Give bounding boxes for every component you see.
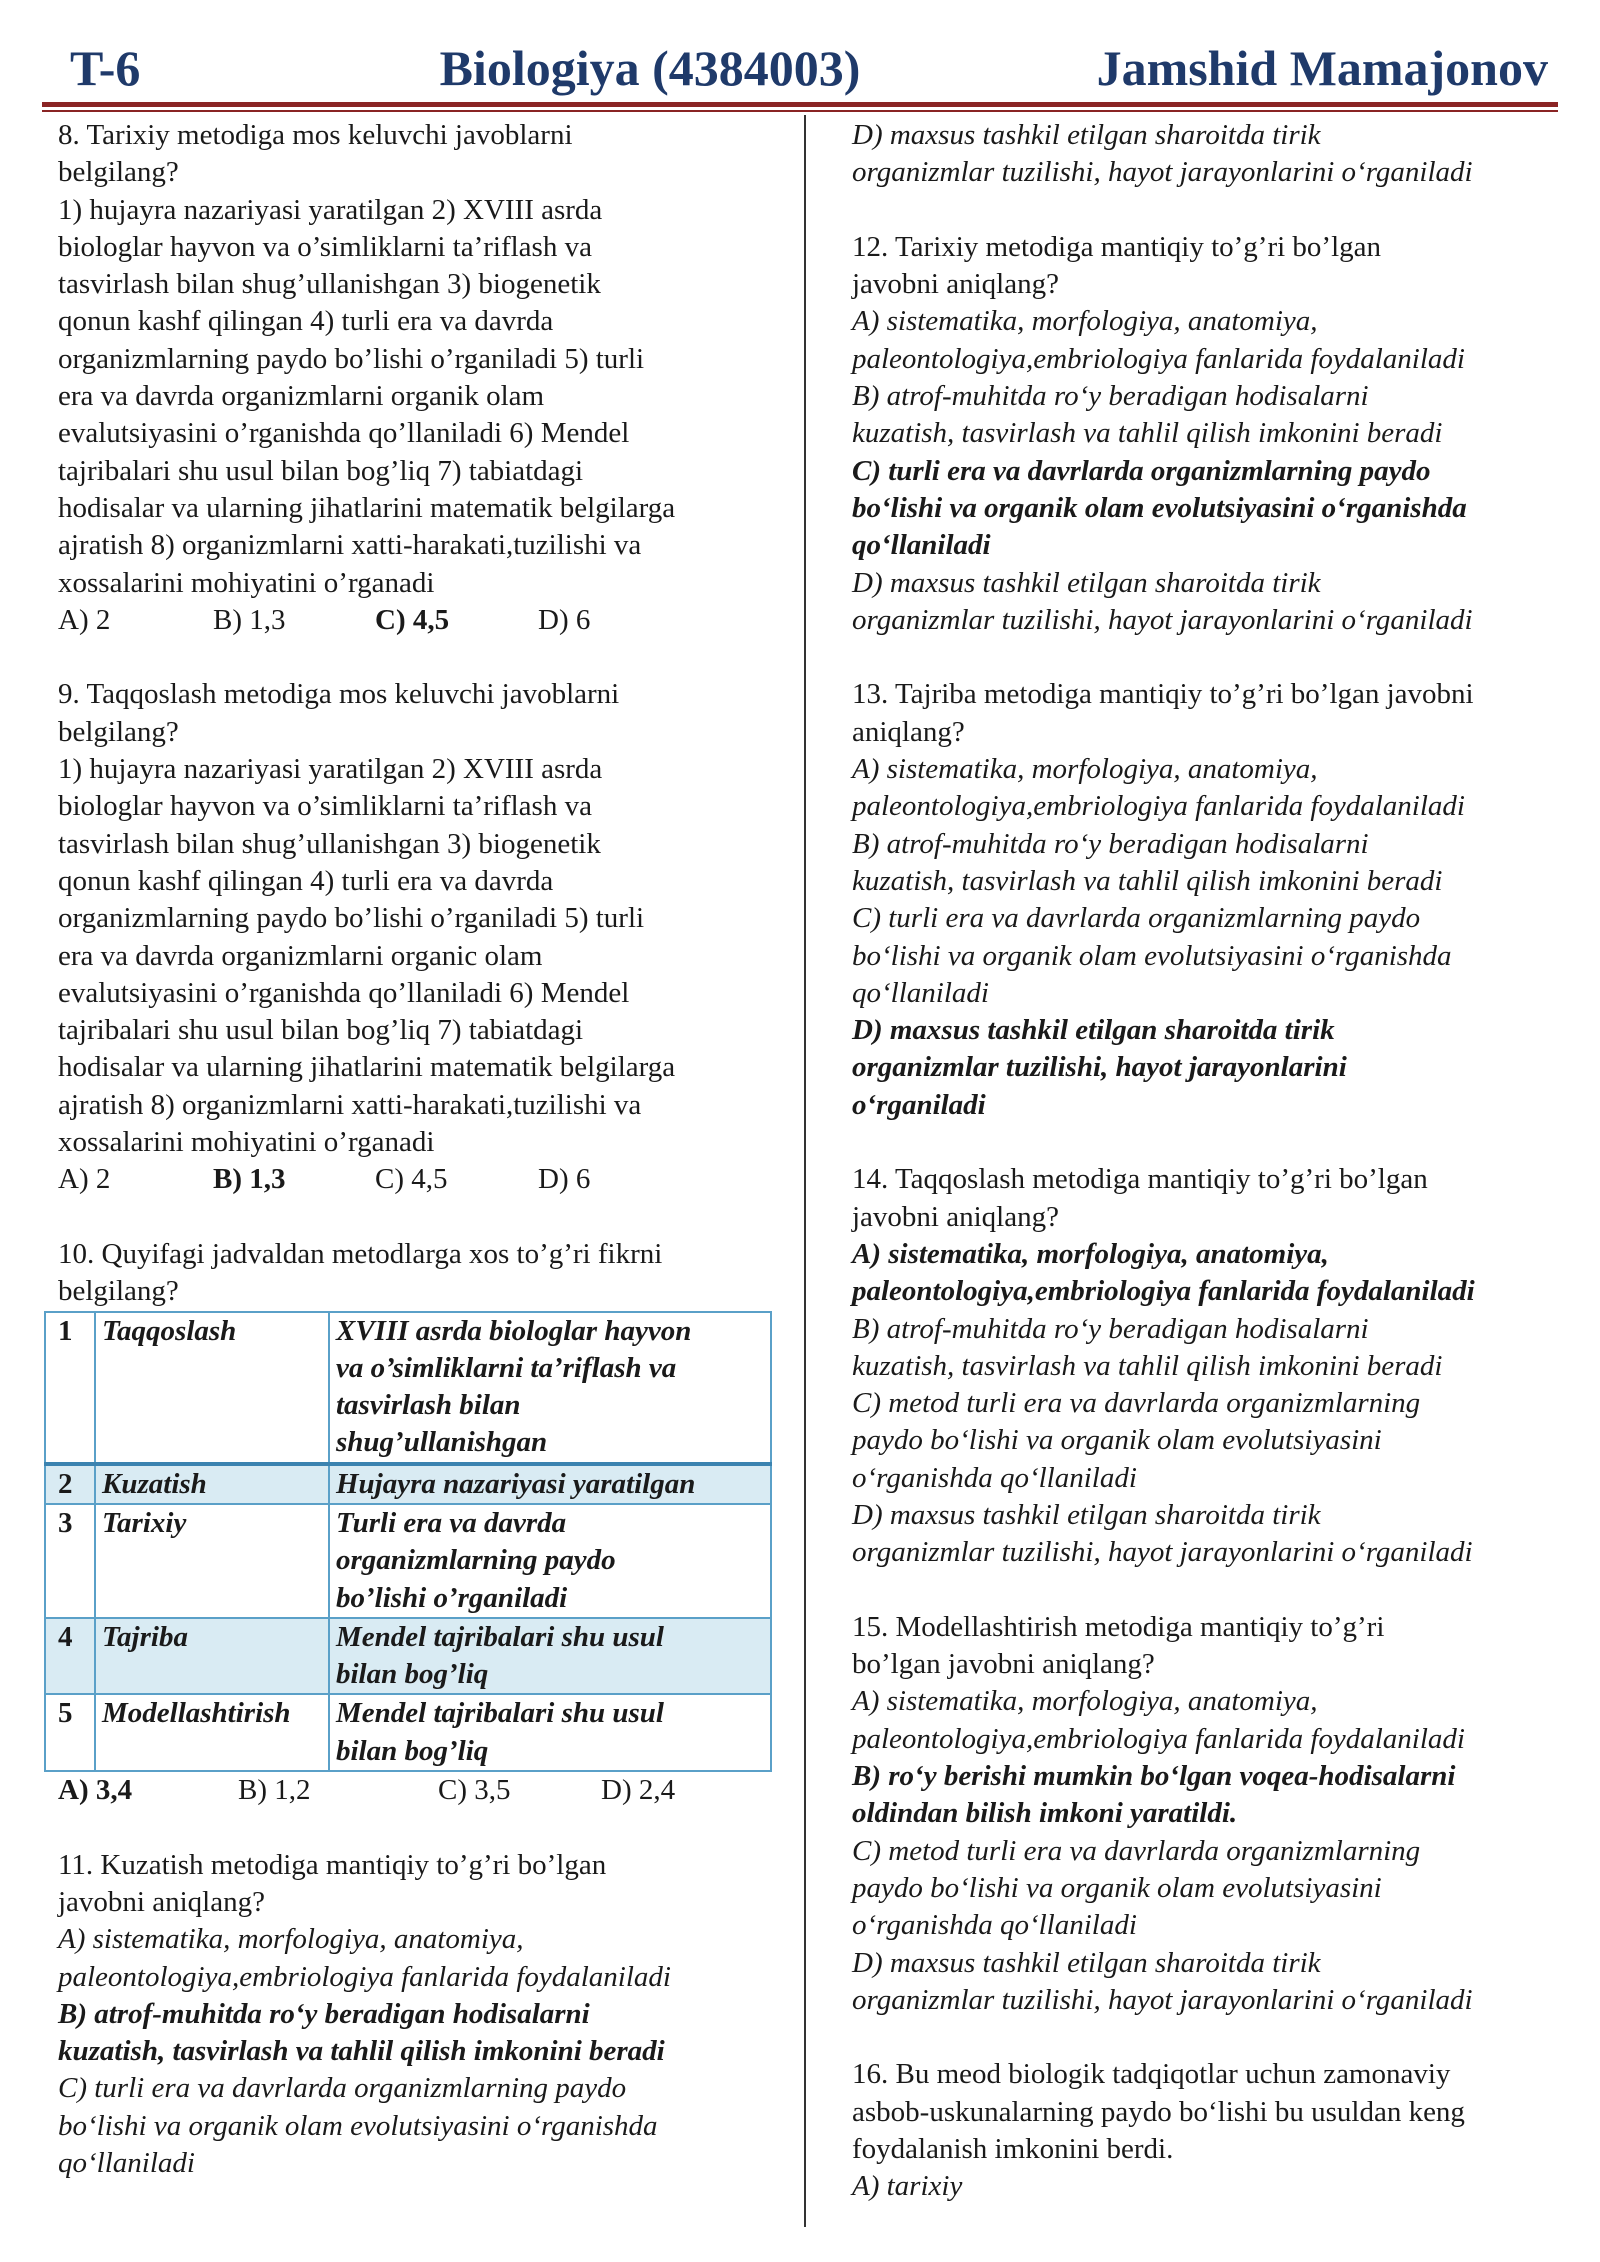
- question-text-line: 1) hujayra nazariyasi yaratilgan 2) XVIII asrda: [58, 193, 603, 226]
- author-name: Jamshid Mamajonov: [1096, 40, 1548, 96]
- table-row: [45, 1618, 771, 1695]
- option-d-correct-line: D) maxsus tashkil etilgan sharoitda tirik: [852, 1014, 1335, 1047]
- question-text-line: tasvirlash bilan shug’ullanishgan 3) biogenetik: [58, 827, 601, 860]
- question-text-line: 13. Tajriba metodiga mantiqiy to’g’ri bo’lgan javobni: [852, 678, 1474, 711]
- option-c-line: C) metod turli era va davrlarda organizmlarning: [852, 1834, 1421, 1867]
- question-text-line: hodisalar va ularning jihatlarini matematik belgilarga: [58, 491, 676, 524]
- question-9: [58, 676, 788, 1198]
- option-c-correct-line: bo‘lishi va organik olam evolutsiyasini o‘rganishda: [852, 491, 1467, 524]
- option-b-line: kuzatish, tasvirlash va tahlil qilish imkonini beradi: [852, 1349, 1443, 1382]
- answer-options: [58, 602, 788, 639]
- row-number: 4: [45, 1618, 95, 1695]
- option-b-correct-line: B) ro‘y berishi mumkin bo‘lgan voqea-hodisalarni: [852, 1760, 1456, 1793]
- method-name: Tarixiy: [95, 1504, 329, 1618]
- option-a-line: A) sistematika, morfologiya, anatomiya,: [852, 305, 1318, 338]
- question-text-line: xossalarini mohiyatini o’rganadi: [58, 566, 435, 599]
- option-a-correct: A) 3,4: [58, 1774, 133, 1807]
- question-16: [852, 2056, 1562, 2205]
- option-c: C) 4,5: [375, 1163, 448, 1196]
- question-11: [58, 1847, 788, 2183]
- option-c-correct-line: C) turli era va davrlarda organizmlarning paydo: [852, 454, 1431, 487]
- option-d: D) 2,4: [601, 1774, 676, 1807]
- question-text-line: era va davrda organizmlarni organic olam: [58, 939, 543, 972]
- description-line: bilan bog’liq: [336, 1734, 489, 1767]
- option-c-line: C) turli era va davrlarda organizmlarning paydo: [852, 902, 1421, 935]
- option-c-line: o‘rganishda qo‘llaniladi: [852, 1461, 1137, 1494]
- option-d: D) 6: [538, 1163, 591, 1196]
- option-a-line: A) sistematika, morfologiya, anatomiya,: [58, 1923, 524, 1956]
- question-text-line: 10. Quyifagi jadvaldan metodlarga xos to’g’ri fikrni: [58, 1237, 663, 1270]
- question-text-line: javobni aniqlang?: [852, 1200, 1059, 1233]
- description-line: XVIII asrda biologlar hayvon: [336, 1314, 692, 1347]
- method-name: Taqqoslash: [95, 1312, 329, 1464]
- description-line: bilan bog’liq: [336, 1658, 489, 1691]
- option-a: A) 2: [58, 1163, 111, 1196]
- option-a-line: paleontologiya,embriologiya fanlarida foydalaniladi: [58, 1960, 671, 1993]
- method-description: [329, 1618, 771, 1695]
- row-number: 5: [45, 1694, 95, 1771]
- description-line: tasvirlash bilan: [336, 1389, 521, 1422]
- option-c-line: paydo bo‘lishi va organik olam evolutsiyasini: [852, 1871, 1382, 1904]
- question-text-line: qonun kashf qilingan 4) turli era va davrda: [58, 305, 554, 338]
- question-15: [852, 1609, 1562, 2019]
- question-text-line: 9. Taqqoslash metodiga mos keluvchi javoblarni: [58, 678, 620, 711]
- option-b-line: kuzatish, tasvirlash va tahlil qilish imkonini beradi: [852, 864, 1443, 897]
- row-number: 1: [45, 1312, 95, 1464]
- option-d-correct-line: o‘rganiladi: [852, 1088, 986, 1121]
- option-d-correct-line: organizmlar tuzilishi, hayot jarayonlarini: [852, 1051, 1347, 1084]
- question-text-line: 14. Taqqoslash metodiga mantiqiy to’g’ri bo’lgan: [852, 1163, 1428, 1196]
- method-description: [329, 1694, 771, 1771]
- answer-options: [58, 1772, 788, 1809]
- question-text-line: javobni aniqlang?: [58, 1885, 265, 1918]
- description-line: organizmlarning paydo: [336, 1544, 616, 1577]
- question-text-line: biologlar hayvon va o’simliklarni ta’riflash va: [58, 230, 592, 263]
- question-text-line: 1) hujayra nazariyasi yaratilgan 2) XVIII asrda: [58, 753, 603, 786]
- option-a-line: paleontologiya,embriologiya fanlarida foydalaniladi: [852, 342, 1465, 375]
- question-12: [852, 229, 1562, 639]
- description-line: Mendel tajribalari shu usul: [336, 1697, 664, 1730]
- question-8: [58, 117, 788, 639]
- question-text-line: hodisalar va ularning jihatlarini matematik belgilarga: [58, 1051, 676, 1084]
- option-d-line: organizmlar tuzilishi, hayot jarayonlarini o‘rganiladi: [852, 603, 1473, 636]
- row-number: 2: [45, 1464, 95, 1504]
- option-c: C) 3,5: [438, 1774, 511, 1807]
- method-description: [329, 1312, 771, 1464]
- question-text-line: era va davrda organizmlarni organik olam: [58, 380, 545, 413]
- option-a-correct-line: A) sistematika, morfologiya, anatomiya,: [852, 1237, 1329, 1270]
- description-line: Hujayra nazariyasi yaratilgan: [336, 1467, 696, 1500]
- method-name: Kuzatish: [95, 1464, 329, 1504]
- option-c-correct: C) 4,5: [375, 603, 450, 636]
- option-d-line: D) maxsus tashkil etilgan sharoitda tirik: [852, 1946, 1321, 1979]
- option-c-line: bo‘lishi va organik olam evolutsiyasini o‘rganishda: [852, 939, 1452, 972]
- question-text-line: aniqlang?: [852, 715, 965, 748]
- option-a-line: paleontologiya,embriologiya fanlarida foydalaniladi: [852, 790, 1465, 823]
- right-column: [852, 117, 1562, 2206]
- option-c-line: paydo bo‘lishi va organik olam evolutsiyasini: [852, 1424, 1382, 1457]
- question-text-line: 8. Tarixiy metodiga mos keluvchi javoblarni: [58, 119, 573, 151]
- option-b-correct-line: oldindan bilish imkoni yaratildi.: [852, 1797, 1238, 1830]
- option-d-line: D) maxsus tashkil etilgan sharoitda tirik: [852, 566, 1321, 599]
- test-code: T-6: [70, 40, 141, 96]
- option-c-line: bo‘lishi va organik olam evolutsiyasini o‘rganishda: [58, 2109, 658, 2142]
- method-name: Tajriba: [95, 1618, 329, 1695]
- option-c-line: C) metod turli era va davrlarda organizmlarning: [852, 1387, 1421, 1420]
- option-d-line: organizmlar tuzilishi, hayot jarayonlarini o‘rganiladi: [852, 1536, 1473, 1569]
- question-10: [58, 1236, 788, 1809]
- question-text-line: tajribalari shu usul bilan bog’liq 7) tabiatdagi: [58, 1014, 584, 1047]
- question-text-line: belgilang?: [58, 715, 179, 748]
- description-line: Mendel tajribalari shu usul: [336, 1620, 664, 1653]
- header-rule-thin: [42, 110, 1558, 112]
- option-a-line: paleontologiya,embriologiya fanlarida foydalaniladi: [852, 1722, 1465, 1755]
- option-a-line: A) tarixiy: [852, 2170, 963, 2203]
- subject-title: Biologiya (4384003): [439, 40, 861, 96]
- question-text-line: foydalanish imkonini berdi.: [852, 2133, 1174, 2166]
- option-d-line: D) maxsus tashkil etilgan sharoitda tirik: [852, 119, 1321, 151]
- question-text-line: ajratish 8) organizmlarni xatti-harakati,tuzilishi va: [58, 529, 642, 562]
- option-c-line: o‘rganishda qo‘llaniladi: [852, 1909, 1137, 1942]
- option-b-correct-line: B) atrof-muhitda ro‘y beradigan hodisalarni: [58, 1997, 590, 2030]
- answer-options: [58, 1161, 788, 1198]
- question-text-line: 12. Tarixiy metodiga mantiqiy to’g’ri bo’lgan: [852, 230, 1381, 263]
- option-a: A) 2: [58, 603, 111, 636]
- option-a-line: A) sistematika, morfologiya, anatomiya,: [852, 1685, 1318, 1718]
- question-text-line: organizmlarning paydo bo’lishi o’rganiladi 5) turli: [58, 902, 645, 935]
- methods-table: [44, 1311, 772, 1773]
- option-c-line: qo‘llaniladi: [852, 976, 989, 1009]
- option-c-line: qo‘llaniladi: [58, 2147, 195, 2180]
- option-b: B) 1,2: [238, 1774, 311, 1807]
- option-b-correct-line: kuzatish, tasvirlash va tahlil qilish imkonini beradi: [58, 2035, 665, 2068]
- table-row: [45, 1694, 771, 1771]
- option-c-line: C) turli era va davrlarda organizmlarning paydo: [58, 2072, 627, 2105]
- question-text-line: tajribalari shu usul bilan bog’liq 7) tabiatdagi: [58, 454, 584, 487]
- option-d-line: organizmlar tuzilishi, hayot jarayonlarini o‘rganiladi: [852, 156, 1473, 189]
- option-c-correct-line: qo‘llaniladi: [852, 529, 991, 562]
- option-d: D) 6: [538, 603, 591, 636]
- column-divider: [804, 115, 806, 2227]
- header-rule-thick: [42, 102, 1558, 107]
- option-b-line: B) atrof-muhitda ro‘y beradigan hodisalarni: [852, 827, 1369, 860]
- option-d-line: D) maxsus tashkil etilgan sharoitda tirik: [852, 1498, 1321, 1531]
- question-text-line: asbob-uskunalarning paydo bo‘lishi bu usuldan keng: [852, 2095, 1465, 2128]
- question-text-line: ajratish 8) organizmlarni xatti-harakati,tuzilishi va: [58, 1088, 642, 1121]
- question-text-line: xossalarini mohiyatini o’rganadi: [58, 1126, 435, 1159]
- option-b-line: B) atrof-muhitda ro‘y beradigan hodisalarni: [852, 1312, 1369, 1345]
- method-description: [329, 1464, 771, 1504]
- option-b-line: B) atrof-muhitda ro‘y beradigan hodisalarni: [852, 380, 1369, 413]
- description-line: Turli era va davrda: [336, 1506, 567, 1539]
- table-row: [45, 1464, 771, 1504]
- table-row: [45, 1504, 771, 1618]
- question-text-line: biologlar hayvon va o’simliklarni ta’riflash va: [58, 790, 592, 823]
- row-number: 3: [45, 1504, 95, 1618]
- method-description: [329, 1504, 771, 1618]
- question-14: [852, 1161, 1562, 1571]
- description-line: va o’simliklarni ta’riflash va: [336, 1351, 677, 1384]
- question-text-line: 11. Kuzatish metodiga mantiqiy to’g’ri bo’lgan: [58, 1848, 607, 1881]
- option-a-line: A) sistematika, morfologiya, anatomiya,: [852, 753, 1318, 786]
- question-text-line: bo’lgan javobni aniqlang?: [852, 1648, 1155, 1681]
- option-b: B) 1,3: [213, 603, 286, 636]
- table-row: [45, 1312, 771, 1464]
- method-name: Modellashtirish: [95, 1694, 329, 1771]
- question-text-line: belgilang?: [58, 1275, 179, 1308]
- left-column: [58, 117, 788, 2182]
- question-text-line: javobni aniqlang?: [852, 268, 1059, 301]
- description-line: bo’lishi o’rganiladi: [336, 1581, 568, 1614]
- question-text-line: qonun kashf qilingan 4) turli era va davrda: [58, 864, 554, 897]
- question-text-line: evalutsiyasini o’rganishda qo’llaniladi 6) Mendel: [58, 417, 630, 450]
- question-text-line: organizmlarning paydo bo’lishi o’rganiladi 5) turli: [58, 342, 645, 375]
- question-text-line: tasvirlash bilan shug’ullanishgan 3) biogenetik: [58, 268, 601, 301]
- option-b-line: kuzatish, tasvirlash va tahlil qilish imkonini beradi: [852, 417, 1443, 450]
- question-11-continued: [852, 117, 1562, 192]
- page-header: [0, 0, 1600, 125]
- question-text-line: 16. Bu meod biologik tadqiqotlar uchun zamonaviy: [852, 2058, 1451, 2091]
- option-a-correct-line: paleontologiya,embriologiya fanlarida foydalaniladi: [852, 1275, 1475, 1308]
- option-b-correct: B) 1,3: [213, 1163, 286, 1196]
- question-text-line: belgilang?: [58, 156, 179, 189]
- description-line: shug’ullanishgan: [336, 1426, 548, 1459]
- option-d-line: organizmlar tuzilishi, hayot jarayonlarini o‘rganiladi: [852, 1983, 1473, 2016]
- question-13: [852, 676, 1562, 1124]
- question-text-line: evalutsiyasini o’rganishda qo’llaniladi 6) Mendel: [58, 976, 630, 1009]
- question-text-line: 15. Modellashtirish metodiga mantiqiy to’g’ri: [852, 1610, 1385, 1643]
